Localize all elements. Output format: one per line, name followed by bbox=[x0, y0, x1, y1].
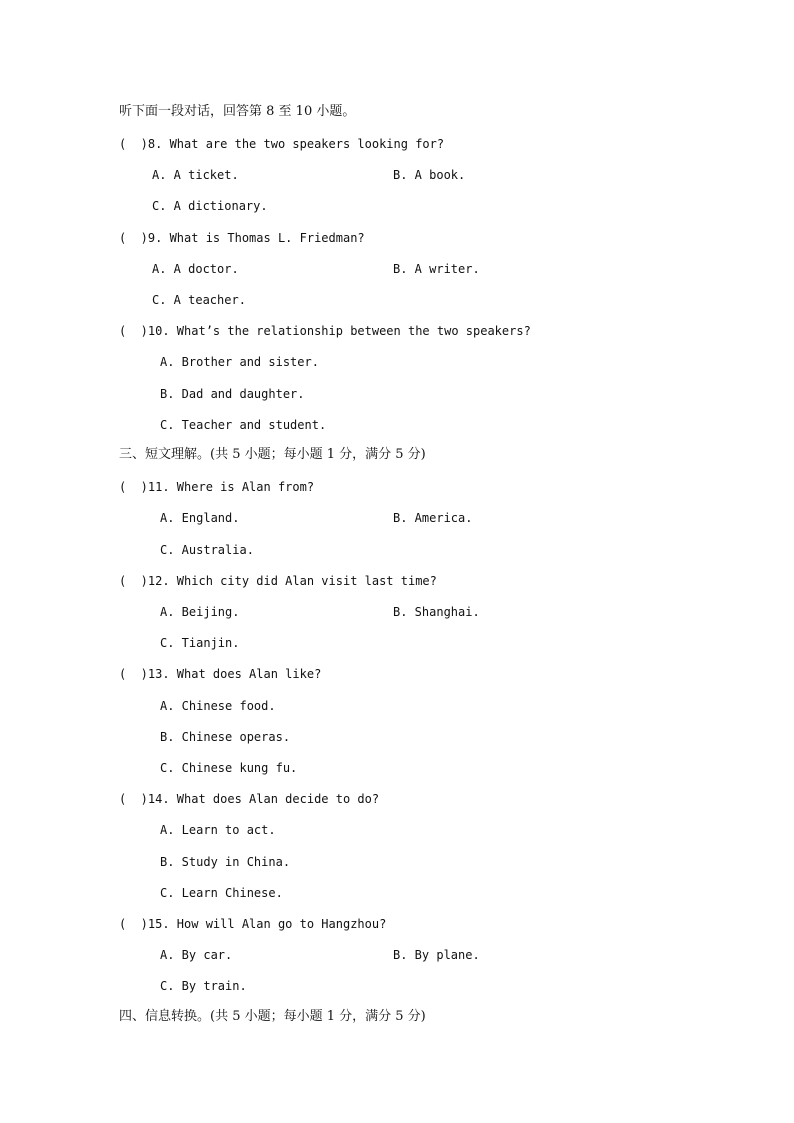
question-13-option-a: A. Chinese food. bbox=[160, 699, 276, 713]
question-11-option-a: A. England. bbox=[160, 511, 240, 525]
question-13-option-c: C. Chinese kung fu. bbox=[160, 761, 298, 775]
question-8-stem: ( )8. What are the two speakers looking for? bbox=[119, 137, 445, 151]
question-9-option-b: B. A writer. bbox=[393, 262, 480, 276]
question-15-option-b: B. By plane. bbox=[393, 948, 480, 962]
question-10-stem: ( )10. What’s the relationship between the two speakers? bbox=[119, 324, 531, 338]
question-8-option-a: A. A ticket. bbox=[152, 168, 239, 182]
question-13-option-b: B. Chinese operas. bbox=[160, 730, 291, 744]
question-14-option-b: B. Study in China. bbox=[160, 855, 291, 869]
question-14-option-a: A. Learn to act. bbox=[160, 823, 276, 837]
question-14-stem: ( )14. What does Alan decide to do? bbox=[119, 792, 380, 806]
question-10-option-b: B. Dad and daughter. bbox=[160, 387, 305, 401]
question-14-option-c: C. Learn Chinese. bbox=[160, 886, 283, 900]
section-heading-reading: 三、短文理解。(共 5 小题；每小题 1 分，满分 5 分) bbox=[119, 447, 426, 462]
question-10-option-a: A. Brother and sister. bbox=[160, 355, 319, 369]
question-9-stem: ( )9. What is Thomas L. Friedman? bbox=[119, 231, 365, 245]
question-12-option-b: B. Shanghai. bbox=[393, 605, 480, 619]
question-8-option-b: B. A book. bbox=[393, 168, 466, 182]
section-heading-listening: 听下面一段对话，回答第 8 至 10 小题。 bbox=[119, 104, 356, 119]
question-8-option-c: C. A dictionary. bbox=[152, 199, 268, 213]
question-15-option-a: A. By car. bbox=[160, 948, 233, 962]
question-9-option-a: A. A doctor. bbox=[152, 262, 239, 276]
question-9-option-c: C. A teacher. bbox=[152, 293, 246, 307]
question-15-option-c: C. By train. bbox=[160, 979, 247, 993]
question-15-stem: ( )15. How will Alan go to Hangzhou? bbox=[119, 917, 387, 931]
question-11-option-b: B. America. bbox=[393, 511, 473, 525]
section-heading-information-transfer: 四、信息转换。(共 5 小题；每小题 1 分，满分 5 分) bbox=[119, 1009, 426, 1024]
question-11-option-c: C. Australia. bbox=[160, 543, 254, 557]
question-12-option-a: A. Beijing. bbox=[160, 605, 240, 619]
question-12-option-c: C. Tianjin. bbox=[160, 636, 240, 650]
question-10-option-c: C. Teacher and student. bbox=[160, 418, 327, 432]
question-13-stem: ( )13. What does Alan like? bbox=[119, 667, 322, 681]
question-11-stem: ( )11. Where is Alan from? bbox=[119, 480, 315, 494]
question-12-stem: ( )12. Which city did Alan visit last time? bbox=[119, 574, 437, 588]
